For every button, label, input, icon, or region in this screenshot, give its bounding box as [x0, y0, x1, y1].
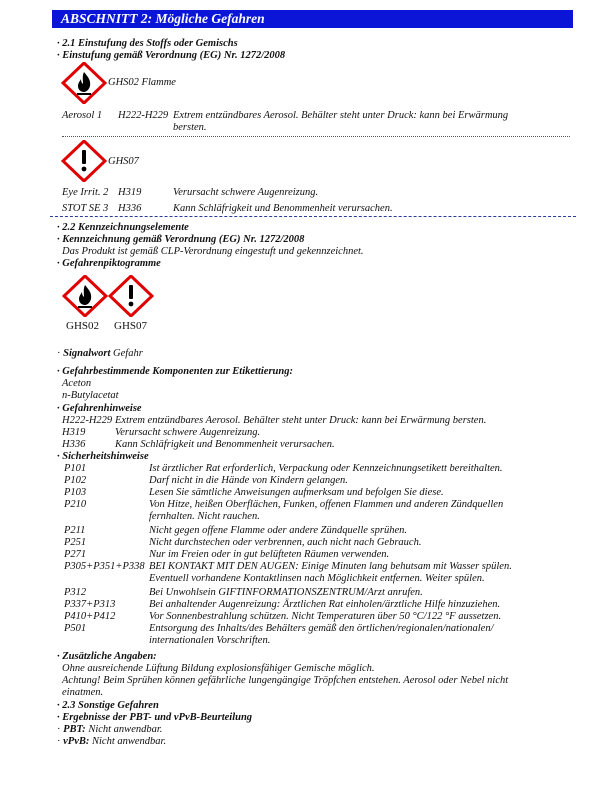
- safety-statement: P501 Entsorgung des Inhalts/des Behälters gemäß den örtlichen/regionalen/nationalen/: [64, 623, 494, 634]
- flame-icon: [62, 275, 108, 317]
- pbt-title: · Ergebnisse der PBT- und vPvB-Beurteilung: [57, 712, 253, 723]
- safety-statement-cont: internationalen Vorschriften.: [149, 635, 271, 646]
- section-banner: ABSCHNITT 2: Mögliche Gefahren: [52, 10, 573, 28]
- safety-statement: P211 Nicht gegen offene Flamme oder andere Zündquelle sprühen.: [64, 525, 407, 536]
- components-title: · Gefahrbestimmende Komponenten zur Etikettierung:: [57, 366, 293, 377]
- safety-statement: P312 Bei Unwohlsein GIFTINFORMATIONSZENTRUM/Arzt anrufen.: [64, 587, 423, 598]
- section-2-1-regulation: · Einstufung gemäß Verordnung (EG) Nr. 1272/2008: [57, 50, 286, 61]
- section-2-2-regulation: · Kennzeichnung gemäß Verordnung (EG) Nr. 1272/2008: [57, 234, 305, 245]
- section-2-2-note: Das Produkt ist gemäß CLP-Verordnung eingestuft und gekennzeichnet.: [62, 246, 364, 257]
- section-2-3-title: · 2.3 Sonstige Gefahren: [57, 700, 159, 711]
- component-item: n-Butylacetat: [62, 390, 119, 401]
- safety-statement: P271 Nur im Freien oder in gut belüfteten Räumen verwenden.: [64, 549, 390, 560]
- ghs02-label: GHS02 Flamme: [108, 77, 176, 88]
- hazard-statement: H319 Verursacht schwere Augenreizung.: [62, 427, 261, 438]
- safety-statement: P337+P313 Bei anhaltender Augenreizung: Ärztlichen Rat einholen/ärztliche Hilfe hinzuziehen.: [64, 599, 501, 610]
- stot-category: STOT SE 3: [62, 203, 109, 214]
- dotted-divider: [62, 136, 570, 137]
- ghs07-label: GHS07: [108, 156, 139, 167]
- safety-title: · Sicherheitshinweise: [57, 451, 149, 462]
- exclamation-icon: [108, 275, 154, 317]
- safety-statement: P410+P412 Vor Sonnenbestrahlung schützen. Nicht Temperaturen über 50 °C/122 °F aussetzen.: [64, 611, 502, 622]
- stot-code: H336: [118, 203, 142, 214]
- safety-statement: P305+P351+P338 BEI KONTAKT MIT DEN AUGEN: Einige Minuten lang behutsam mit Wasser spülen.: [64, 561, 512, 572]
- safety-statement: P251 Nicht durchstechen oder verbrennen, auch nicht nach Gebrauch.: [64, 537, 422, 548]
- dashed-divider: [50, 216, 576, 217]
- stot-text: Kann Schläfrigkeit und Benommenheit verursachen.: [173, 203, 393, 214]
- additional-line: einatmen.: [62, 687, 104, 698]
- pictograms-title: · Gefahrenpiktogramme: [57, 258, 161, 269]
- safety-statement: P102 Darf nicht in die Hände von Kindern gelangen.: [64, 475, 348, 486]
- pbt-result: · PBT: Nicht anwendbar.: [57, 724, 163, 735]
- hazard-statement: H336 Kann Schläfrigkeit und Benommenheit verursachen.: [62, 439, 335, 450]
- safety-statement-cont: Eventuell vorhandene Kontaktlinsen nach Möglichkeit entfernen. Weiter spülen.: [149, 573, 485, 584]
- section-2-2-title: · 2.2 Kennzeichnungselemente: [57, 222, 189, 233]
- signal-word: · Signalwort Gefahr: [57, 348, 143, 359]
- safety-statement: P210 Von Hitze, heißen Oberflächen, Funken, offenen Flammen und anderen Zündquellen: [64, 499, 504, 510]
- hazard-statement: H222-H229 Extrem entzündbares Aerosol. Behälter steht unter Druck: kann bei Erwärmung bersten.: [62, 415, 487, 426]
- safety-statement: P101 Ist ärztlicher Rat erforderlich, Verpackung oder Kennzeichnungsetikett bereithalten.: [64, 463, 503, 474]
- eye-text: Verursacht schwere Augenreizung.: [173, 187, 319, 198]
- additional-title: · Zusätzliche Angaben:: [57, 651, 157, 662]
- aerosol-code: H222-H229: [118, 110, 169, 121]
- pictogram-label-ghs07: GHS07: [114, 320, 148, 332]
- section-2-1-title: · 2.1 Einstufung des Stoffs oder Gemischs: [57, 38, 238, 49]
- flame-icon: [61, 62, 107, 104]
- eye-category: Eye Irrit. 2: [62, 187, 109, 198]
- hazard-title: · Gefahrenhinweise: [57, 403, 142, 414]
- pictogram-label-ghs02: GHS02: [66, 320, 100, 332]
- aerosol-text-cont: bersten.: [173, 122, 207, 133]
- eye-code: H319: [118, 187, 142, 198]
- exclamation-icon: [61, 140, 107, 182]
- vpvb-result: · vPvB: Nicht anwendbar.: [57, 736, 167, 747]
- additional-line: Ohne ausreichende Lüftung Bildung explosionsfähiger Gemische möglich.: [62, 663, 375, 674]
- component-item: Aceton: [62, 378, 92, 389]
- additional-line: Achtung! Beim Sprühen können gefährliche lungengängige Tröpfchen entstehen. Aerosol oder Nebel nicht: [62, 675, 509, 686]
- aerosol-category: Aerosol 1: [62, 110, 103, 121]
- aerosol-text: Extrem entzündbares Aerosol. Behälter steht unter Druck: kann bei Erwärmung: [173, 110, 509, 121]
- safety-statement-cont: fernhalten. Nicht rauchen.: [149, 511, 260, 522]
- safety-statement: P103 Lesen Sie sämtliche Anweisungen aufmerksam und befolgen Sie diese.: [64, 487, 444, 498]
